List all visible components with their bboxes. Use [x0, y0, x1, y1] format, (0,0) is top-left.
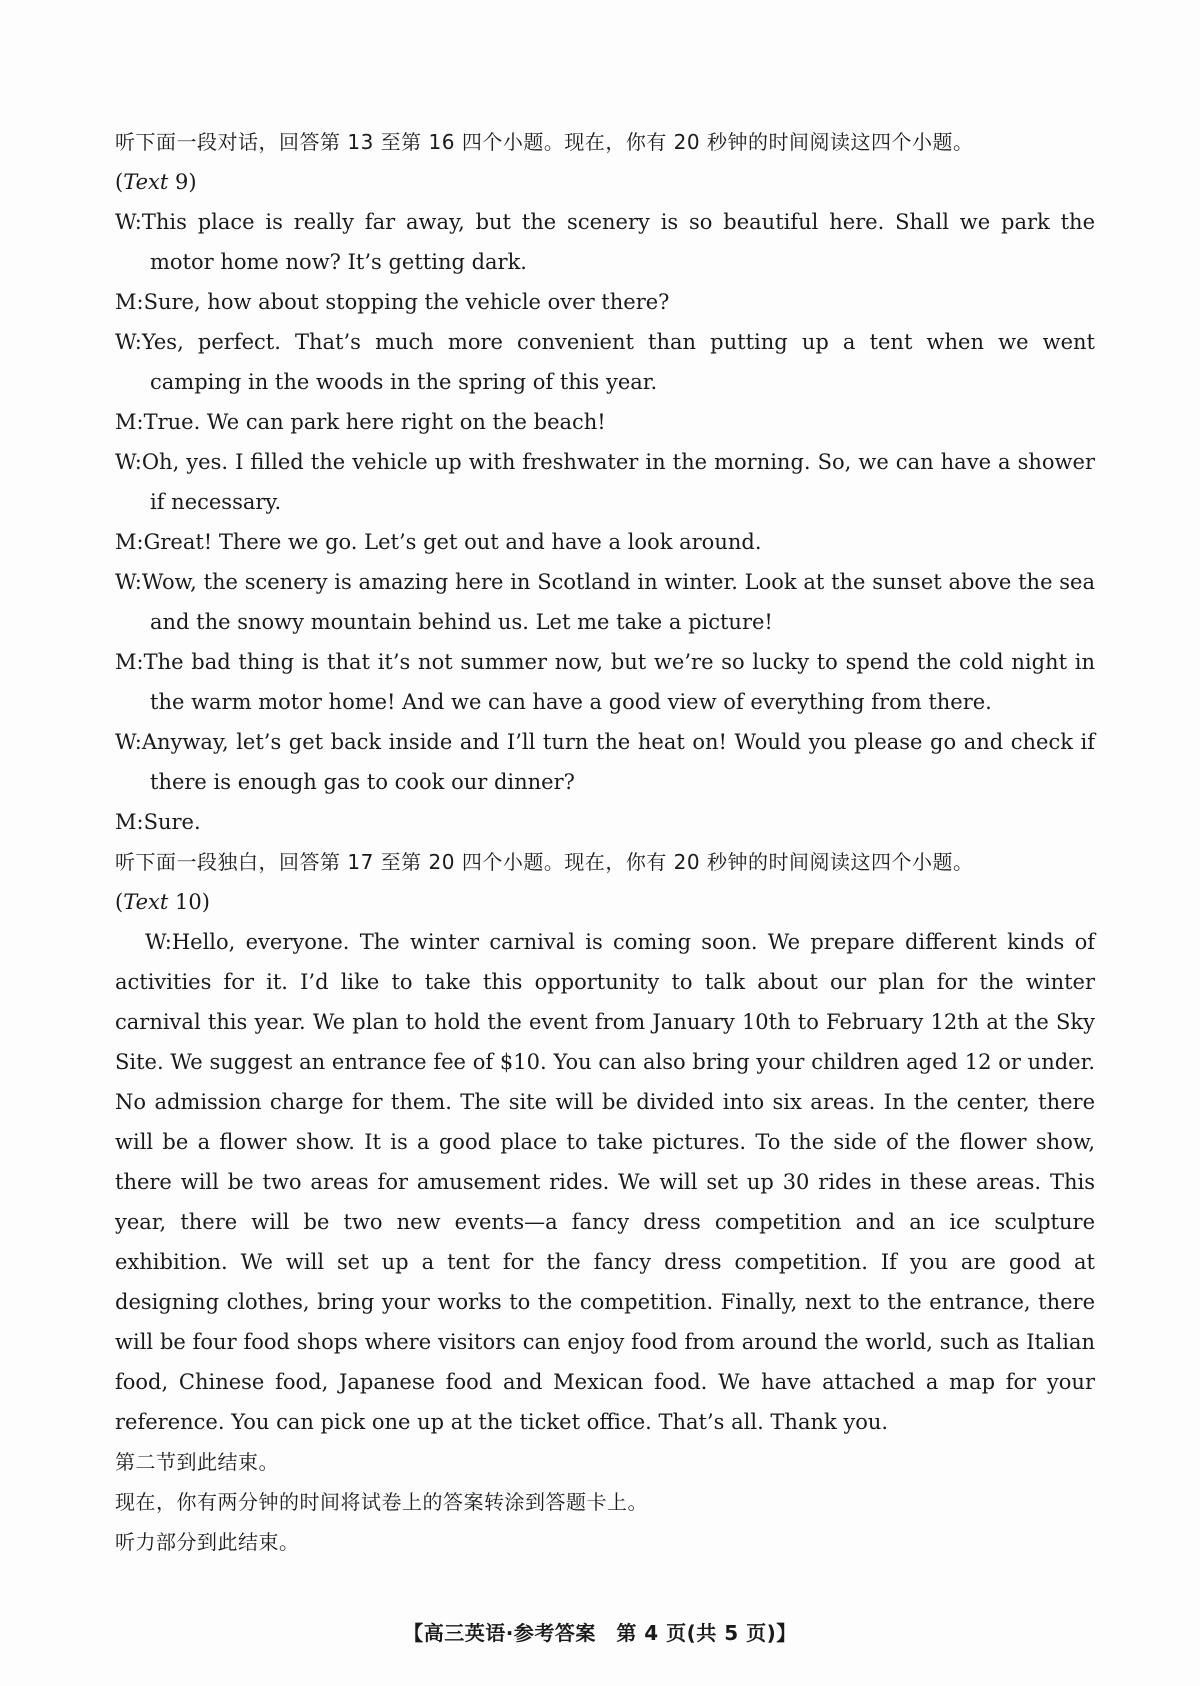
speaker-label: M: [115, 530, 144, 554]
dialogue-text: True. We can park here right on the beach! [143, 410, 606, 434]
text-label-word: Text [123, 890, 169, 914]
dialogue-text: Oh, yes. I filled the vehicle up with freshwater in the morning. So, we can have a shower if necessary. [141, 450, 1095, 514]
page-footer: 【高三英语·参考答案 第 4 页(共 5 页)】 [403, 1621, 797, 1645]
dialogue-line [115, 322, 1095, 402]
dialogue-line [115, 282, 1095, 322]
dialogue-text: Anyway, let’s get back inside and I’ll turn the heat on! Would you please go and check if there is enough gas to cook our dinner? [141, 730, 1095, 794]
text-9-label: (Text 9) [115, 170, 197, 194]
dialogue-text: Yes, perfect. That’s much more convenient than putting up a tent when we went camping in the woods in the spring of this year. [141, 330, 1095, 394]
speaker-label: M: [115, 650, 144, 674]
dialogue-text: This place is really far away, but the scenery is so beautiful here. Shall we park the motor home now? It’s getting dark. [141, 210, 1095, 274]
speaker-label: W: [115, 450, 142, 474]
dialogue-text: Sure, how about stopping the vehicle over there? [143, 290, 670, 314]
instruction-13-16: 听下面一段对话，回答第 13 至第 16 四个小题。现在，你有 20 秒钟的时间阅读这四个小题。 [115, 130, 974, 154]
monologue-text-10 [115, 922, 1095, 1442]
text-label-number: 9 [174, 170, 189, 194]
speaker-label: M: [115, 290, 144, 314]
speaker-label: M: [115, 410, 144, 434]
speaker-label: W: [145, 930, 172, 954]
dialogue-line [115, 802, 1095, 842]
page-content [115, 122, 1095, 1562]
dialogue-line [115, 642, 1095, 722]
dialogue-line [115, 202, 1095, 282]
dialogue-text-9 [115, 202, 1095, 842]
dialogue-line [115, 562, 1095, 642]
dialogue-text: Wow, the scenery is amazing here in Scotland in winter. Look at the sunset above the sea and the snowy mountain behind us. Let me take a picture! [141, 570, 1095, 634]
monologue-body: Hello, everyone. The winter carnival is coming soon. We prepare different kinds of activities for it. I’d like to take this opportunity to talk about our plan for the winter carnival this year. We plan to hold the event from January 10th to February 12th at the Sky Site. We suggest an entrance fee of $10. You can also bring your children aged 12 or under. No admission charge for them. The site will be divided into six areas. In the center, there will be a flower show. It is a good place to take pictures. To the side of the flower show, there will be two areas for amusement rides. We will set up 30 rides in these areas. This year, there will be two new events—a fancy dress competition and an ice sculpture exhibition. We will set up a tent for the fancy dress competition. If you are good at designing clothes, bring your works to the competition. Finally, next to the entrance, there will be four food shops where visitors can enjoy food from around the world, such as Italian food, Chinese food, Japanese food and Mexican food. We have attached a map for your reference. You can pick one up at the ticket office. That’s all. Thank you. [115, 930, 1095, 1434]
text-10-label: (Text 10) [115, 890, 210, 914]
speaker-label: W: [115, 210, 142, 234]
dialogue-text: Great! There we go. Let’s get out and have a look around. [143, 530, 762, 554]
closing-line-1: 第二节到此结束。 [115, 1450, 279, 1474]
speaker-label: M: [115, 810, 144, 834]
dialogue-text: Sure. [143, 810, 201, 834]
closing-line-3: 听力部分到此结束。 [115, 1530, 300, 1554]
dialogue-line [115, 522, 1095, 562]
speaker-label: W: [115, 730, 142, 754]
speaker-label: W: [115, 570, 142, 594]
closing-line-2: 现在，你有两分钟的时间将试卷上的答案转涂到答题卡上。 [115, 1490, 648, 1514]
dialogue-text: The bad thing is that it’s not summer now, but we’re so lucky to spend the cold night in the warm motor home! And we can have a good view of everything from there. [143, 650, 1095, 714]
speaker-label: W: [115, 330, 142, 354]
dialogue-line [115, 722, 1095, 802]
dialogue-line [115, 442, 1095, 522]
dialogue-line [115, 402, 1095, 442]
instruction-17-20: 听下面一段独白，回答第 17 至第 20 四个小题。现在，你有 20 秒钟的时间阅读这四个小题。 [115, 850, 974, 874]
text-label-number: 10 [174, 890, 202, 914]
text-label-word: Text [123, 170, 169, 194]
